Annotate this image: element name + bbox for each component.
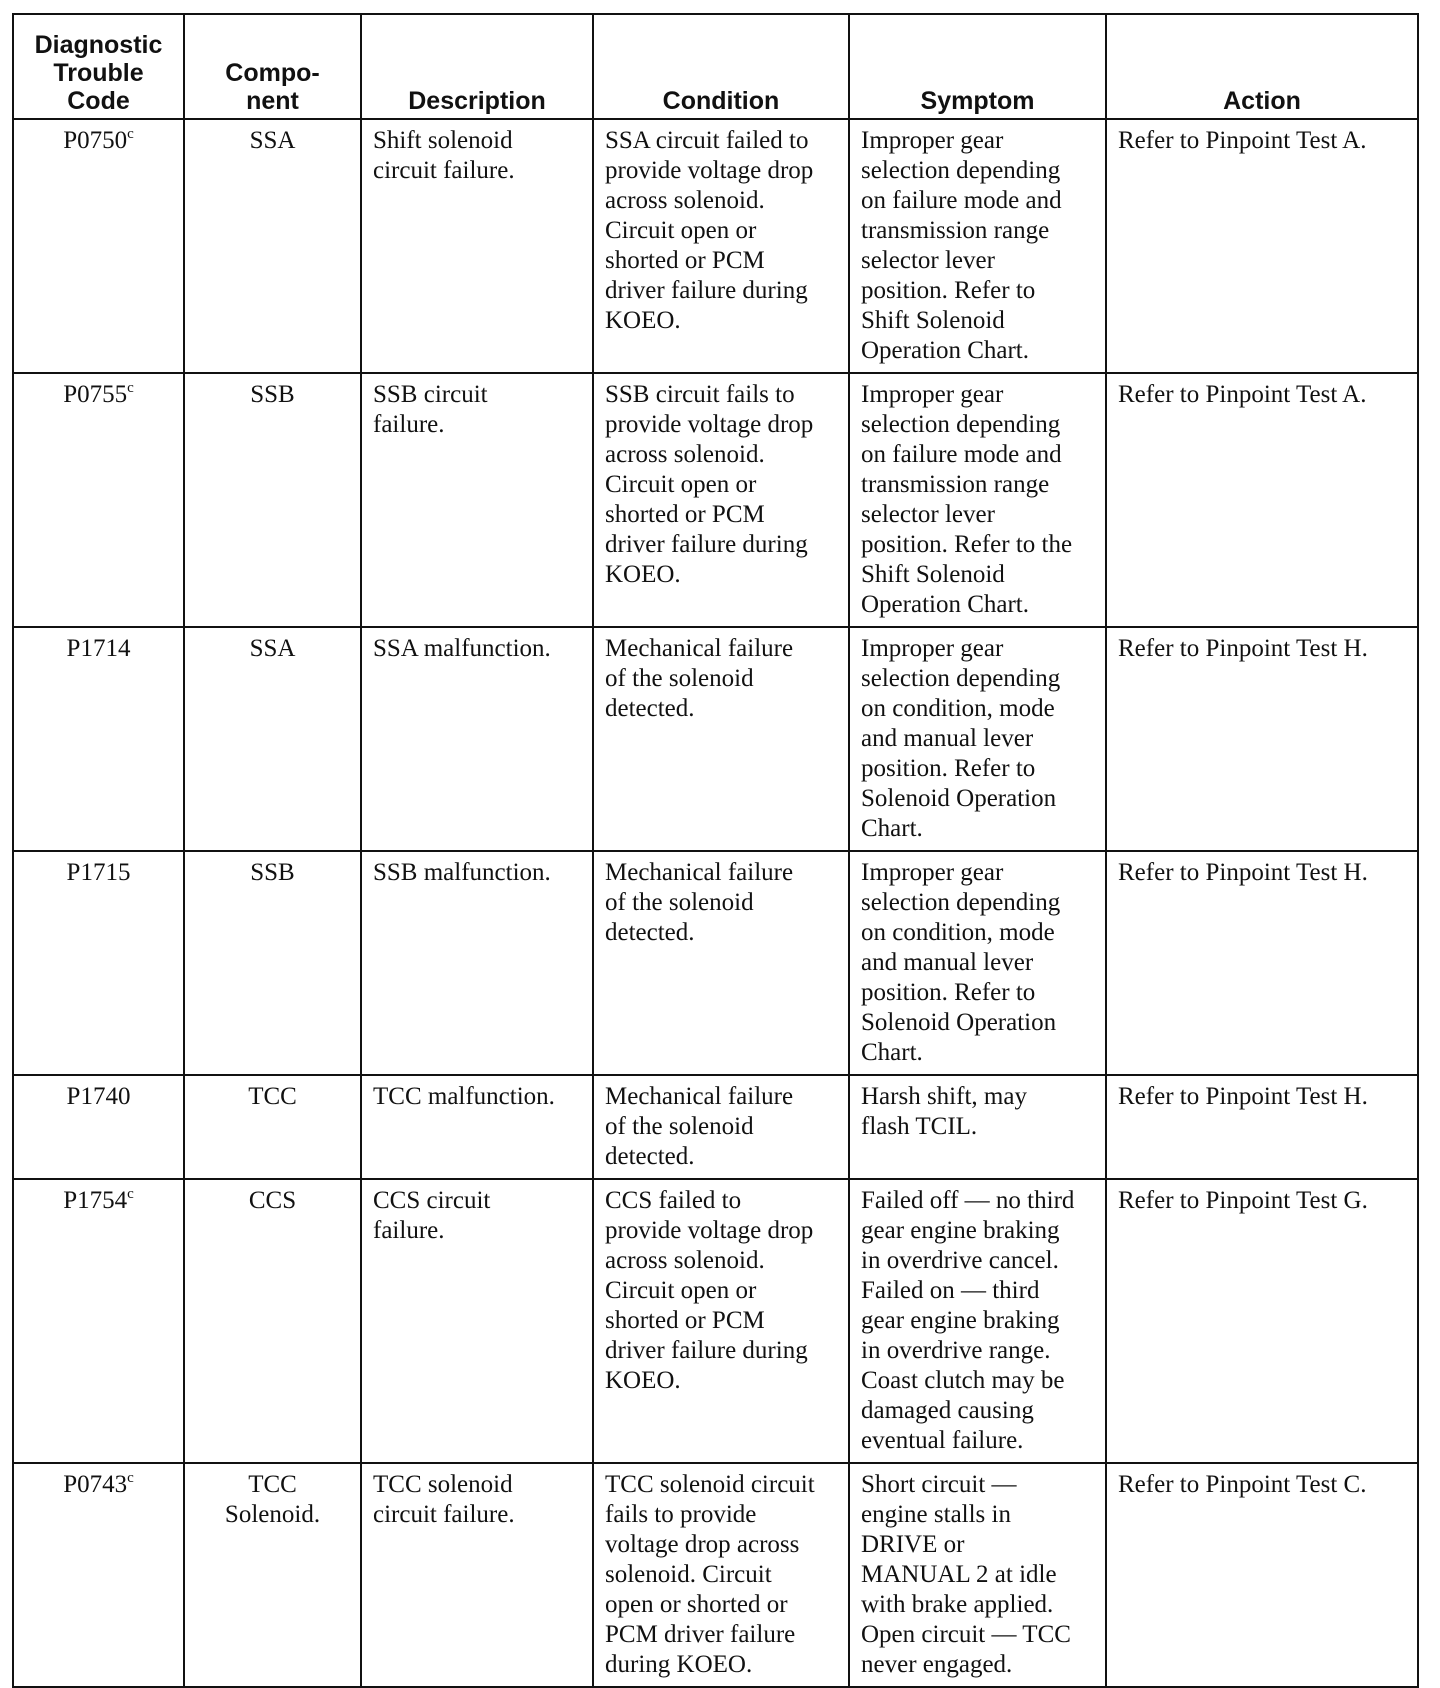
condition-text: fails to provide xyxy=(605,1501,757,1528)
description-text: CCS circuit xyxy=(373,1187,491,1214)
action-text: Refer to Pinpoint Test H. xyxy=(1118,1083,1368,1110)
condition-text: across solenoid. xyxy=(605,1247,765,1274)
action-cell xyxy=(1106,373,1418,627)
description-cell xyxy=(361,627,593,851)
symptom-cell xyxy=(849,627,1106,851)
code-line xyxy=(18,380,179,410)
symptom-text: DRIVE or xyxy=(861,1531,965,1558)
description-cell xyxy=(361,119,593,373)
table-row xyxy=(13,1179,1418,1463)
component-text: SSB xyxy=(250,859,295,886)
code-line xyxy=(18,126,179,156)
code-cell xyxy=(13,1179,184,1463)
condition-text: KOEO. xyxy=(605,1367,681,1394)
component-cell xyxy=(184,627,361,851)
condition-text: detected. xyxy=(605,1143,695,1170)
symptom-text: and manual lever xyxy=(861,949,1034,976)
symptom-text: Improper gear xyxy=(861,381,1004,408)
symptom-text: Open circuit — TCC xyxy=(861,1621,1071,1648)
symptom-cell xyxy=(849,1179,1106,1463)
trouble-code: P1740 xyxy=(66,1083,131,1110)
symptom-cell xyxy=(849,373,1106,627)
symptom-text: position. Refer to xyxy=(861,755,1036,782)
symptom-text: Failed on — third xyxy=(861,1277,1040,1304)
header-description xyxy=(361,14,593,119)
condition-text: of the solenoid xyxy=(605,665,754,692)
condition-text: Mechanical failure xyxy=(605,635,794,662)
header-code xyxy=(13,14,184,119)
header-action xyxy=(1106,14,1418,119)
symptom-cell xyxy=(849,119,1106,373)
description-text: SSA malfunction. xyxy=(373,635,551,662)
condition-cell xyxy=(593,1075,849,1179)
symptom-text: transmission range xyxy=(861,217,1050,244)
condition-text: open or shorted or xyxy=(605,1591,788,1618)
symptom-text: damaged causing xyxy=(861,1397,1034,1424)
trouble-code: P0743 xyxy=(63,1471,128,1498)
table-row xyxy=(13,1463,1418,1687)
description-text: TCC malfunction. xyxy=(373,1083,555,1110)
condition-text: of the solenoid xyxy=(605,889,754,916)
symptom-cell xyxy=(849,1463,1106,1687)
condition-text: PCM driver failure xyxy=(605,1621,796,1648)
header-text: Code xyxy=(67,87,130,115)
header-text: Symptom xyxy=(920,87,1035,115)
condition-text: provide voltage drop xyxy=(605,411,814,438)
code-cell xyxy=(13,851,184,1075)
description-cell xyxy=(361,373,593,627)
condition-cell xyxy=(593,627,849,851)
symptom-text: Shift Solenoid xyxy=(861,561,1005,588)
condition-cell xyxy=(593,119,849,373)
component-text: SSB xyxy=(250,381,295,408)
symptom-text: Short circuit — xyxy=(861,1471,1017,1498)
condition-text: Circuit open or xyxy=(605,471,757,498)
condition-text: Mechanical failure xyxy=(605,859,794,886)
condition-text: solenoid. Circuit xyxy=(605,1561,772,1588)
code-cell xyxy=(13,1463,184,1687)
table-row xyxy=(13,1075,1418,1179)
trouble-code: P1754 xyxy=(63,1187,128,1214)
symptom-text: on condition, mode xyxy=(861,919,1055,946)
symptom-text: selection depending xyxy=(861,157,1061,184)
component-cell xyxy=(184,373,361,627)
symptom-text: Chart. xyxy=(861,815,923,842)
symptom-text: selection depending xyxy=(861,665,1061,692)
condition-text: SSB circuit fails to xyxy=(605,381,795,408)
dtc-table-body xyxy=(13,119,1418,1687)
symptom-text: Shift Solenoid xyxy=(861,307,1005,334)
condition-text: provide voltage drop xyxy=(605,1217,814,1244)
header-component xyxy=(184,14,361,119)
action-cell xyxy=(1106,119,1418,373)
condition-text: Mechanical failure xyxy=(605,1083,794,1110)
symptom-text: never engaged. xyxy=(861,1651,1013,1678)
action-cell xyxy=(1106,851,1418,1075)
header-text: Action xyxy=(1223,87,1301,115)
symptom-text: and manual lever xyxy=(861,725,1034,752)
component-text: Solenoid. xyxy=(224,1501,321,1528)
description-text: circuit failure. xyxy=(373,157,515,184)
symptom-text: on failure mode and xyxy=(861,441,1062,468)
condition-text: CCS failed to xyxy=(605,1187,742,1214)
condition-cell xyxy=(593,1463,849,1687)
header-symptom xyxy=(849,14,1106,119)
action-cell xyxy=(1106,1463,1418,1687)
symptom-text: Improper gear xyxy=(861,859,1004,886)
symptom-text: on condition, mode xyxy=(861,695,1055,722)
condition-text: across solenoid. xyxy=(605,441,765,468)
footnote-marker: c xyxy=(127,1470,134,1486)
symptom-text: Operation Chart. xyxy=(861,591,1030,618)
trouble-code: P0755 xyxy=(63,381,128,408)
symptom-text: on failure mode and xyxy=(861,187,1062,214)
symptom-text: Improper gear xyxy=(861,635,1004,662)
symptom-text: MANUAL 2 at idle xyxy=(861,1561,1057,1588)
condition-cell xyxy=(593,373,849,627)
symptom-text: in overdrive cancel. xyxy=(861,1247,1059,1274)
code-line xyxy=(18,1470,179,1500)
condition-text: shorted or PCM xyxy=(605,1307,765,1334)
component-text: SSA xyxy=(249,127,296,154)
header-condition xyxy=(593,14,849,119)
code-line xyxy=(18,858,179,888)
table-row xyxy=(13,851,1418,1075)
condition-text: Circuit open or xyxy=(605,217,757,244)
action-text: Refer to Pinpoint Test H. xyxy=(1118,635,1368,662)
trouble-code: P1715 xyxy=(66,859,131,886)
symptom-text: with brake applied. xyxy=(861,1591,1054,1618)
symptom-text: position. Refer to xyxy=(861,979,1036,1006)
symptom-text: engine stalls in xyxy=(861,1501,1011,1528)
symptom-text: position. Refer to xyxy=(861,277,1036,304)
code-line xyxy=(18,1186,179,1216)
description-text: circuit failure. xyxy=(373,1501,515,1528)
symptom-cell xyxy=(849,851,1106,1075)
component-text: CCS xyxy=(248,1187,297,1214)
symptom-text: transmission range xyxy=(861,471,1050,498)
description-text: SSB circuit xyxy=(373,381,488,408)
description-text: Shift solenoid xyxy=(373,127,513,154)
action-text: Refer to Pinpoint Test A. xyxy=(1118,381,1367,408)
action-cell xyxy=(1106,1179,1418,1463)
symptom-text: position. Refer to the xyxy=(861,531,1073,558)
header-text: nent xyxy=(246,87,299,115)
component-cell xyxy=(184,851,361,1075)
component-cell xyxy=(184,1179,361,1463)
description-text: TCC solenoid xyxy=(373,1471,513,1498)
action-text: Refer to Pinpoint Test H. xyxy=(1118,859,1368,886)
component-cell xyxy=(184,119,361,373)
action-cell xyxy=(1106,627,1418,851)
header-text: Description xyxy=(408,87,546,115)
condition-text: during KOEO. xyxy=(605,1651,753,1678)
footnote-marker: c xyxy=(127,1186,134,1202)
symptom-text: selection depending xyxy=(861,889,1061,916)
header-text: Compo- xyxy=(225,59,320,87)
condition-cell xyxy=(593,1179,849,1463)
action-cell xyxy=(1106,1075,1418,1179)
condition-text: of the solenoid xyxy=(605,1113,754,1140)
symptom-text: flash TCIL. xyxy=(861,1113,978,1140)
footnote-marker: c xyxy=(127,126,134,142)
symptom-cell xyxy=(849,1075,1106,1179)
description-cell xyxy=(361,851,593,1075)
description-text: SSB malfunction. xyxy=(373,859,551,886)
description-cell xyxy=(361,1075,593,1179)
symptom-text: gear engine braking xyxy=(861,1217,1060,1244)
symptom-text: Chart. xyxy=(861,1039,923,1066)
component-text: TCC xyxy=(248,1471,297,1498)
symptom-text: eventual failure. xyxy=(861,1427,1024,1454)
component-cell xyxy=(184,1075,361,1179)
trouble-code: P0750 xyxy=(63,127,128,154)
condition-text: KOEO. xyxy=(605,307,681,334)
action-text: Refer to Pinpoint Test A. xyxy=(1118,127,1367,154)
trouble-code: P1714 xyxy=(66,635,131,662)
condition-text: KOEO. xyxy=(605,561,681,588)
description-cell xyxy=(361,1179,593,1463)
condition-text: driver failure during xyxy=(605,531,808,558)
condition-text: provide voltage drop xyxy=(605,157,814,184)
symptom-text: Harsh shift, may xyxy=(861,1083,1027,1110)
code-line xyxy=(18,634,179,664)
symptom-text: Coast clutch may be xyxy=(861,1367,1065,1394)
symptom-text: Operation Chart. xyxy=(861,337,1030,364)
code-cell xyxy=(13,627,184,851)
header-text: Diagnostic xyxy=(34,31,163,59)
condition-text: driver failure during xyxy=(605,1337,808,1364)
header-text: Condition xyxy=(662,87,780,115)
table-row xyxy=(13,627,1418,851)
component-text: TCC xyxy=(248,1083,297,1110)
condition-text: shorted or PCM xyxy=(605,247,765,274)
condition-text: driver failure during xyxy=(605,277,808,304)
code-line xyxy=(18,1082,179,1112)
condition-text: voltage drop across xyxy=(605,1531,800,1558)
action-text: Refer to Pinpoint Test C. xyxy=(1118,1471,1367,1498)
table-row xyxy=(13,373,1418,627)
symptom-text: gear engine braking xyxy=(861,1307,1060,1334)
symptom-text: Solenoid Operation xyxy=(861,1009,1057,1036)
condition-cell xyxy=(593,851,849,1075)
code-cell xyxy=(13,1075,184,1179)
table-row xyxy=(13,119,1418,373)
code-cell xyxy=(13,373,184,627)
header-text: Trouble xyxy=(53,59,144,87)
condition-text: detected. xyxy=(605,919,695,946)
symptom-text: selector lever xyxy=(861,247,995,274)
description-cell xyxy=(361,1463,593,1687)
symptom-text: selection depending xyxy=(861,411,1061,438)
description-text: failure. xyxy=(373,1217,445,1244)
symptom-text: Failed off — no third xyxy=(861,1187,1075,1214)
code-cell xyxy=(13,119,184,373)
component-cell xyxy=(184,1463,361,1687)
footnote-marker: c xyxy=(127,380,134,396)
symptom-text: Solenoid Operation xyxy=(861,785,1057,812)
symptom-text: Improper gear xyxy=(861,127,1004,154)
condition-text: detected. xyxy=(605,695,695,722)
condition-text: Circuit open or xyxy=(605,1277,757,1304)
action-text: Refer to Pinpoint Test G. xyxy=(1118,1187,1368,1214)
condition-text: TCC solenoid circuit xyxy=(605,1471,815,1498)
condition-text: across solenoid. xyxy=(605,187,765,214)
component-text: SSA xyxy=(249,635,296,662)
header-row xyxy=(13,14,1418,119)
symptom-text: selector lever xyxy=(861,501,995,528)
description-text: failure. xyxy=(373,411,445,438)
dtc-table xyxy=(12,13,1419,1688)
symptom-text: in overdrive range. xyxy=(861,1337,1051,1364)
condition-text: SSA circuit failed to xyxy=(605,127,809,154)
condition-text: shorted or PCM xyxy=(605,501,765,528)
